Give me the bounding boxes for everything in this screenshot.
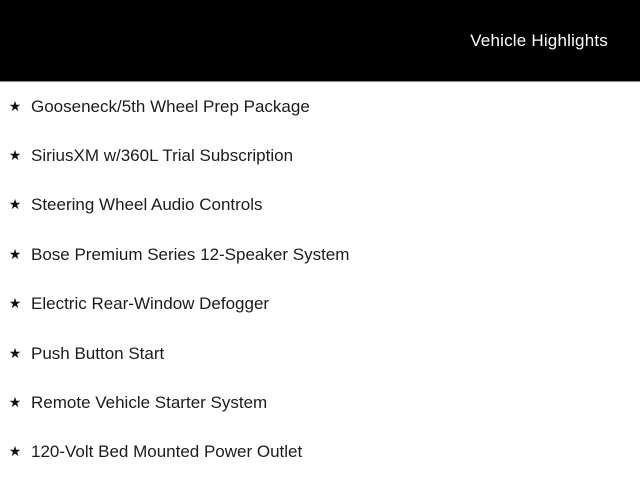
star-icon: ★ xyxy=(8,344,22,361)
star-icon: ★ xyxy=(8,196,22,213)
list-item xyxy=(0,378,640,427)
list-item xyxy=(0,428,640,477)
star-icon: ★ xyxy=(8,394,22,411)
list-item-label: Remote Vehicle Starter System xyxy=(31,393,268,413)
list-item-label: SiriusXM w/360L Trial Subscription xyxy=(31,146,294,166)
star-icon: ★ xyxy=(8,97,22,114)
list-item xyxy=(0,181,640,230)
star-icon: ★ xyxy=(8,147,22,164)
star-icon: ★ xyxy=(8,245,22,262)
list-item-label: Gooseneck/5th Wheel Prep Package xyxy=(31,96,310,116)
list-item xyxy=(0,329,640,378)
star-icon: ★ xyxy=(8,443,22,460)
list-item-label: Bose Premium Series 12-Speaker System xyxy=(31,244,350,264)
list-item-label: Steering Wheel Audio Controls xyxy=(31,195,263,215)
list-item-label: Push Button Start xyxy=(31,343,165,363)
list-item xyxy=(0,230,640,279)
list-item-label: 120-Volt Bed Mounted Power Outlet xyxy=(31,442,303,462)
page-title: Vehicle Highlights xyxy=(470,30,608,50)
vehicle-highlights-header xyxy=(0,0,640,82)
list-item xyxy=(0,280,640,329)
list-item-label: Electric Rear-Window Defogger xyxy=(31,294,270,314)
star-icon: ★ xyxy=(8,295,22,312)
list-item xyxy=(0,82,640,131)
list-item xyxy=(0,131,640,180)
highlights-list xyxy=(0,82,640,477)
